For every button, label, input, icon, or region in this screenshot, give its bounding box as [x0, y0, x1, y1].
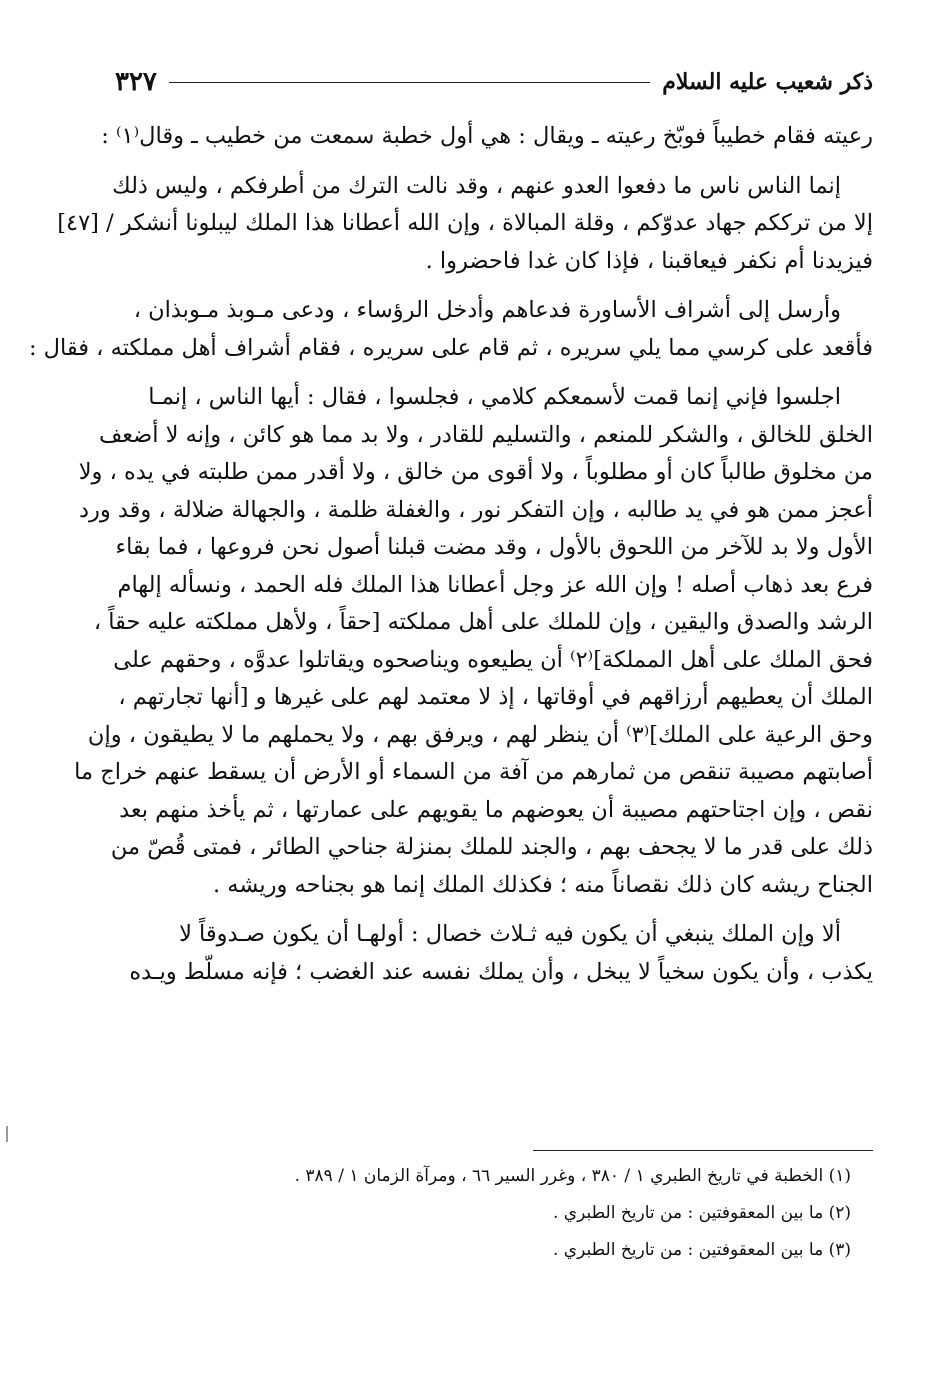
- running-header: [115, 62, 873, 102]
- header-rule: [169, 82, 650, 83]
- text-line: فحق الملك على أهل المملكة]⁽٢⁾ أن يطيعوه ويناصحوه ويقاتلوا عدوَّه ، وحقهم على: [113, 646, 873, 673]
- paragraph: [28, 292, 873, 367]
- footnote: (٢) ما بين المعقوفتين : من تاريخ الطبري .: [552, 1203, 851, 1223]
- paragraph: [57, 168, 873, 281]
- footnote-separator: [533, 1150, 873, 1151]
- main-text: [28, 118, 873, 1003]
- text-line: إلا من ترككم جهاد عدوّكم ، وقلة المبالاة ، وإن الله أعطانا هذا الملك ليبلونا أنشكر / [٤٧]: [57, 210, 873, 236]
- text-line: رعيته فقام خطيباً فوبّخ رعيته ـ ويقال : هي أول خطبة سمعت من خطيب ـ وقال⁽١⁾ :: [101, 123, 873, 149]
- text-line: فأقعد على كرسي مما يلي سريره ، ثم قام على سريره ، فقام أشراف أهل مملكته ، فقال :: [28, 334, 873, 361]
- footnote: (١) الخطبة في تاريخ الطبري ١ / ٣٨٠ ، وغرر السير ٦٦ ، ومرآة الزمان ١ / ٣٨٩ .: [294, 1166, 851, 1186]
- text-line: الأول ولا بد للآخر من اللحوق بالأول ، وقد مضت قبلنا أصول نحن فروعها ، فما بقاء: [115, 534, 873, 560]
- text-line: إنما الناس ناس ما دفعوا العدو عنهم ، وقد نالت الترك من أطرفكم ، وليس ذلك: [112, 172, 841, 199]
- page-number: ٣٢٧: [115, 67, 157, 97]
- footnotes: [115, 1158, 851, 1269]
- text-line: ألا وإن الملك ينبغي أن يكون فيه ثـلاث خصال : أولهـا أن يكون صـدوقاً لا: [179, 921, 841, 947]
- text-line: وأرسل إلى أشراف الأساورة فدعاهم وأدخل الرؤساء ، ودعى مـوبذ مـوبذان ،: [133, 297, 841, 323]
- text-line: فيزيدنا أم نكفر فيعاقبنا ، فإذا كان غدا فاحضروا .: [425, 247, 873, 274]
- text-line: ذلك على قدر ما لا يجحف بهم ، والجند للملك بمنزلة جناحي الطائر ، فمتى قُصّ من: [110, 834, 873, 860]
- text-line: الجناح ريشه كان ذلك نقصاناً منه ؛ فكذلك الملك إنما هو بجناحه وريشه .: [212, 871, 873, 898]
- scan-margin-mark: [6, 1126, 8, 1142]
- paragraph: [115, 916, 873, 991]
- text-line: اجلسوا فإني إنما قمت لأسمعكم كلامي ، فجلسوا ، فقال : أيها الناس ، إنمـا: [148, 384, 841, 410]
- text-line: الملك أن يعطيهم أرزاقهم في أوقاتها ، إذ لا معتمد لهم على غيرها و [أنها تجارتهم ،: [118, 684, 873, 710]
- chapter-title: ذكر شعيب عليه السلام: [662, 69, 873, 95]
- text-line: الخلق للخالق ، والشكر للمنعم ، والتسليم للقادر ، ولا بد مما هو كائن ، وإنه لا أضعف: [99, 421, 873, 448]
- paragraph: [74, 379, 873, 904]
- text-line: الرشد والصدق واليقين ، وإن للملك على أهل مملكته [حقاً ، ولأهل مملكته عليه حقاً ،: [93, 609, 873, 635]
- text-line: فرع بعد ذهاب أصله ! وإن الله عز وجل أعطانا هذا الملك فله الحمد ، ونسأله إلهام: [117, 571, 873, 598]
- text-line: أصابتهم مصيبة تنقص من ثمارهم من آفة من السماء أو الأرض أن يسقط عنهم خراج ما: [74, 759, 873, 785]
- paragraph: [101, 118, 873, 156]
- footnote: (٣) ما بين المعقوفتين : من تاريخ الطبري .: [552, 1240, 851, 1260]
- text-line: نقص ، وإن اجتاحتهم مصيبة أن يعوضهم ما يقويهم على عمارتها ، ثم يأخذ منهم بعد: [119, 796, 873, 823]
- text-line: يكذب ، وأن يكون سخياً لا يبخل ، وأن يملك نفسه عند الغضب ؛ فإنه مسلّط ويـده: [129, 958, 873, 985]
- text-line: أعجز ممن هو في يد طالبه ، وإن التفكر نور ، والغفلة ظلمة ، والجهالة ضلالة ، وقد ورد: [78, 496, 873, 523]
- text-line: من مخلوق طالباً كان أو مطلوباً ، ولا أقوى من خالق ، ولا أقدر ممن طلبته في يده ، ولا: [78, 459, 873, 485]
- text-line: وحق الرعية على الملك]⁽٣⁾ أن ينظر لهم ، ويرفق بهم ، ولا يحملهم ما لا يطيقون ، وإن: [87, 721, 873, 748]
